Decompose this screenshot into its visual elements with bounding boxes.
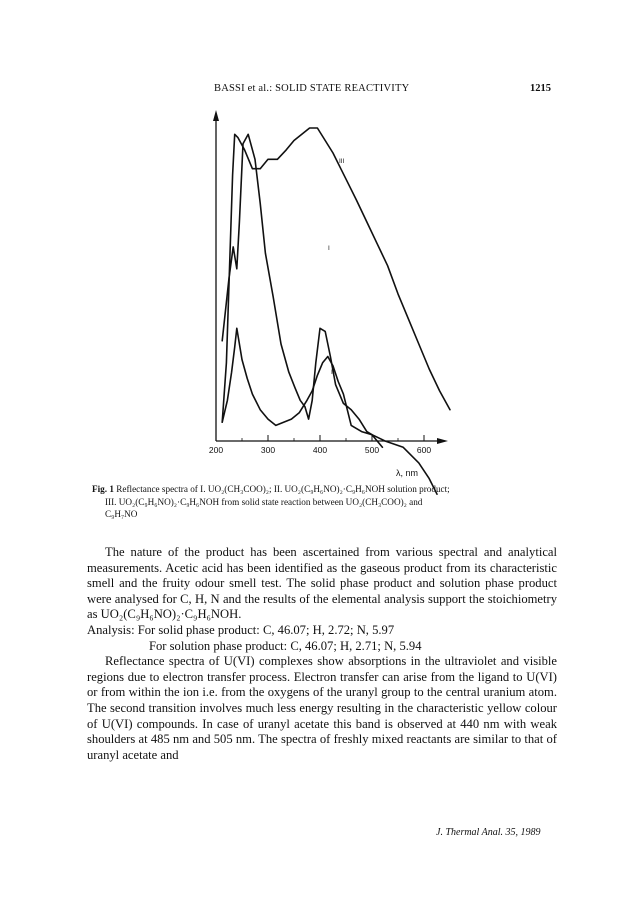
caption-line-1: Reflectance spectra of I. UO₂(CH₃COO)₂; II. UO₂(C₉H₆NO)₂·C₉H₆NOH solution product; [116, 484, 450, 494]
caption-label: Fig. 1 [92, 484, 114, 494]
reflectance-spectra-figure [200, 108, 460, 478]
caption-line-3: C₉H₇NO [105, 509, 138, 519]
x-tick-label-400: 400 [312, 445, 328, 455]
x-tick-label-200: 200 [208, 445, 224, 455]
figure-caption [92, 483, 556, 521]
page-number: 1215 [530, 83, 551, 94]
series-line-i [222, 134, 382, 447]
curve-label-ii: II [331, 369, 335, 376]
x-tick-labels [209, 445, 431, 455]
analysis-solid-phase: Analysis: For solid phase product: C, 46.07; H, 2.72; N, 5.97 [87, 622, 395, 637]
running-head [0, 83, 643, 99]
body-text [87, 545, 557, 763]
x-tick-label-500: 500 [364, 445, 380, 455]
journal-footer: J. Thermal Anal. 35, 1989 [436, 827, 541, 838]
curve-label-iii: III [339, 158, 345, 165]
analysis-block [87, 623, 557, 654]
curve-label-i: I [328, 245, 330, 252]
analysis-solution-phase: For solution phase product: C, 46.07; H, 2.71; N, 5.94 [149, 638, 422, 653]
x-ticks [216, 435, 424, 441]
x-axis-label: λ, nm [396, 468, 419, 478]
x-axis-arrow [437, 438, 448, 444]
caption-line-2: III. UO₂(C₉H₆NO)₂·C₉H₆NOH from solid state reaction between UO₂(CH₃COO)₂ and [105, 496, 423, 507]
y-axis-arrow [213, 110, 219, 121]
x-tick-label-300: 300 [260, 445, 276, 455]
paragraph-reflectance: Reflectance spectra of U(VI) complexes show absorptions in the ultraviolet and visible regions due to electron transfer process. Electron transfer can arise from the ligand to U(VI) or from within the ion i.e. from the oxygens of the uranyl group to the central uranium atom. The second transition involves much less energy resulting in the characteristic yellow colour of U(VI) compounds. In case of uranyl acetate this band is observed at 440 nm with weak shoulders at 485 nm and 505 nm. The spectra of freshly mixed reactants are similar to that of uranyl acetate and [87, 654, 557, 762]
spectra-curves [222, 128, 450, 494]
paragraph-product-analysis: The nature of the product has been ascertained from various spectral and analytical measurements. Acetic acid has been identified as the gaseous product from its characteristic smell and the fruity odour smell test. The solid phase product and solution phase product were analysed for C, H, N and the results of the elemental analysis support the stoichiometry as UO₂(C₉H₆NO)₂·C₉H₆NOH. [87, 545, 557, 622]
x-tick-label-600: 600 [416, 445, 432, 455]
running-title: BASSI et al.: SOLID STATE REACTIVITY [214, 83, 410, 94]
